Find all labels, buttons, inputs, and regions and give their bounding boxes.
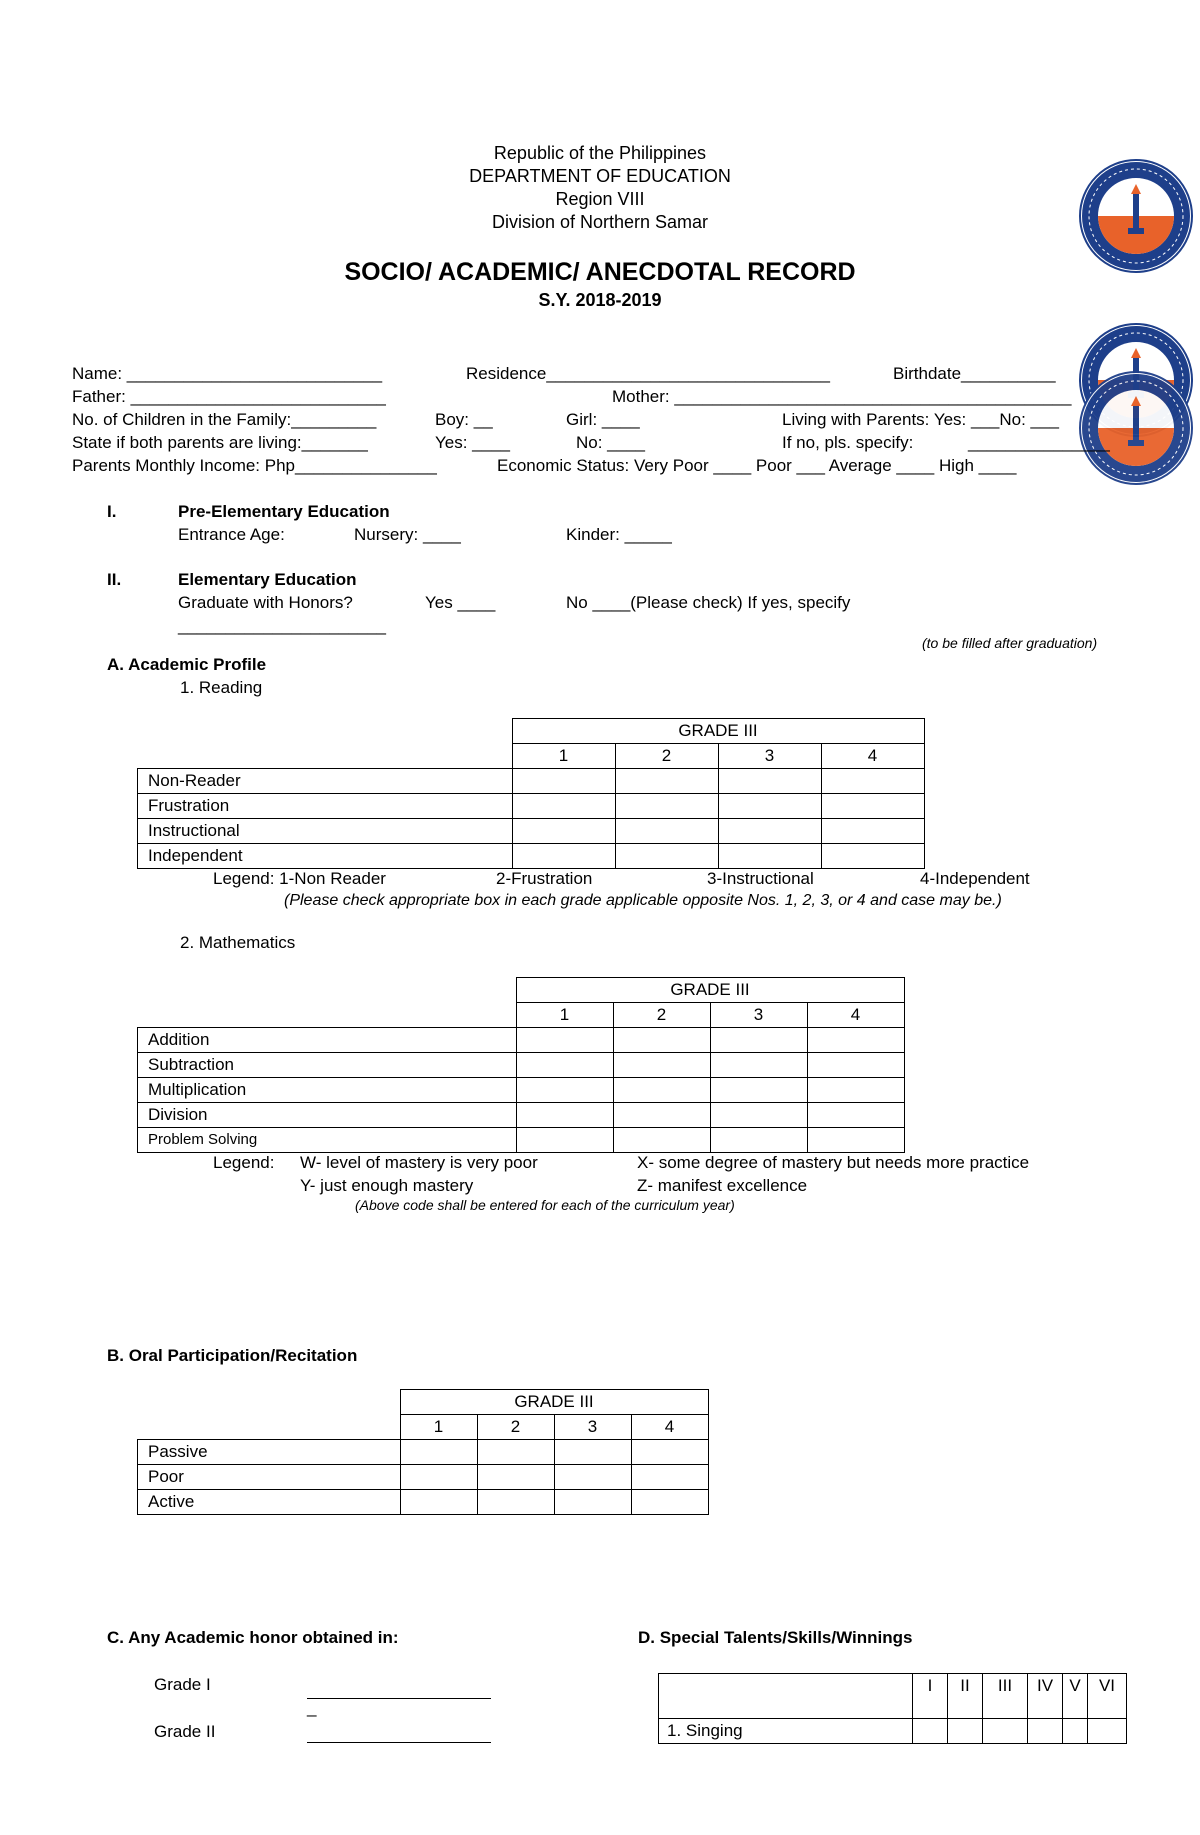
kinder-field[interactable]: Kinder: _____ [566,525,672,544]
table-row [138,1078,905,1103]
math-row-label: Problem Solving [138,1128,517,1153]
code-cell[interactable] [710,1053,807,1078]
grade-1-label: Grade I [154,1675,211,1694]
math-row-label: Subtraction [138,1053,517,1078]
check-cell[interactable] [400,1440,477,1465]
math-legend-y: Y- just enough mastery [300,1176,474,1195]
header-department: DEPARTMENT OF EDUCATION [469,166,731,186]
oral-row-label: Passive [138,1440,401,1465]
math-legend-z: Z- manifest excellence [637,1176,808,1195]
check-cell[interactable] [913,1719,948,1744]
honors-specify-field[interactable]: ______________________ [178,616,387,635]
talent-col-header: IV [1028,1674,1063,1719]
deped-seal-icon [1078,370,1194,486]
table-row [138,819,925,844]
honors-no-field[interactable]: No ____(Please check) If yes, specify [566,593,851,612]
table-row [138,1465,709,1490]
oral-grade-header: GRADE III [400,1390,708,1415]
math-col-header: 2 [613,1003,710,1028]
page-title: SOCIO/ ACADEMIC/ ANECDOTAL RECORD [344,258,856,286]
mathematics-heading: 2. Mathematics [180,933,296,952]
reading-legend-2: 2-Frustration [496,869,593,888]
check-cell[interactable] [615,844,718,869]
oral-participation-table [137,1389,709,1515]
header-division: Division of Northern Samar [491,212,709,232]
check-cell[interactable] [821,794,924,819]
math-row-label: Addition [138,1028,517,1053]
check-cell[interactable] [400,1490,477,1515]
math-row-label: Division [138,1103,517,1128]
children-count-field[interactable]: No. of Children in the Family:_________ [72,410,377,429]
check-cell[interactable] [554,1440,631,1465]
math-col-header: 1 [516,1003,613,1028]
name-field[interactable]: Name: ___________________________ [72,364,383,383]
nursery-field[interactable]: Nursery: ____ [354,525,461,544]
academic-honor-heading: C. Any Academic honor obtained in: [107,1628,399,1647]
check-cell[interactable] [821,844,924,869]
reading-note: (Please check appropriate box in each grade applicable opposite Nos. 1, 2, 3, or 4 and case may be.) [284,892,1002,909]
oral-row-label: Poor [138,1465,401,1490]
check-cell[interactable] [477,1490,554,1515]
check-cell[interactable] [615,819,718,844]
oral-col-header: 1 [400,1415,477,1440]
reading-grade-header: GRADE III [512,719,924,744]
honors-yes-field[interactable]: Yes ____ [425,593,496,612]
math-col-header: 3 [710,1003,807,1028]
math-legend-x: X- some degree of mastery but needs more practice [637,1153,1030,1172]
code-cell[interactable] [807,1053,904,1078]
code-cell[interactable] [710,1128,807,1153]
code-cell[interactable] [807,1028,904,1053]
check-cell[interactable] [1088,1719,1127,1744]
dash-mark: _ [307,1698,317,1717]
section-1-number: I. [107,502,117,521]
academic-profile-heading: A. Academic Profile [107,655,267,674]
reading-row-label: Non-Reader [138,769,513,794]
code-cell[interactable] [613,1028,710,1053]
economic-status-field[interactable]: Economic Status: Very Poor ____ Poor ___ Average ____ High ____ [497,456,1017,475]
special-talents-table [658,1673,1127,1744]
check-cell[interactable] [821,819,924,844]
monthly-income-field[interactable]: Parents Monthly Income: Php_______________ [72,456,437,475]
code-cell[interactable] [807,1078,904,1103]
table-row [138,1028,905,1053]
header-republic: Republic of the Philippines [493,143,707,163]
check-cell[interactable] [512,794,615,819]
code-cell[interactable] [807,1103,904,1128]
code-cell[interactable] [613,1053,710,1078]
honors-question: Graduate with Honors? [178,593,353,612]
talent-col-header: VI [1088,1674,1127,1719]
parents-living-yes[interactable]: Yes: ____ [435,433,510,452]
reading-col-header: 3 [718,744,821,769]
reading-legend-4: 4-Independent [920,869,1030,888]
check-cell[interactable] [1063,1719,1088,1744]
living-with-parents-field[interactable]: Living with Parents: Yes: ___No: ___ [782,410,1059,429]
code-cell[interactable] [710,1028,807,1053]
birthdate-field[interactable]: Birthdate__________ [893,364,1056,383]
code-cell[interactable] [613,1078,710,1103]
table-row [138,794,925,819]
section-2-title: Elementary Education [178,570,357,589]
grade-2-label: Grade II [154,1722,216,1741]
math-row-label: Multiplication [138,1078,517,1103]
check-cell[interactable] [1028,1719,1063,1744]
table-row [138,1490,709,1515]
if-no-specify-field[interactable]: _______________ [968,433,1110,452]
oral-col-header: 4 [631,1415,708,1440]
reading-col-header: 2 [615,744,718,769]
check-cell[interactable] [512,769,615,794]
mother-field[interactable]: Mother: __________________________________________ [612,387,1072,406]
math-note: (Above code shall be entered for each of the curriculum year) [355,1197,735,1213]
code-cell[interactable] [516,1103,613,1128]
school-year: S.Y. 2018-2019 [538,290,662,310]
check-cell[interactable] [477,1465,554,1490]
grade-1-field[interactable] [307,1698,491,1699]
reading-col-header: 1 [512,744,615,769]
reading-col-header: 4 [821,744,924,769]
parents-living-no[interactable]: No: ____ [576,433,645,452]
if-no-specify-label: If no, pls. specify: [782,433,914,452]
check-cell[interactable] [400,1465,477,1490]
talent-col-header: II [948,1674,983,1719]
check-cell[interactable] [631,1465,708,1490]
check-cell[interactable] [718,794,821,819]
boy-field[interactable]: Boy: __ [435,410,493,429]
check-cell[interactable] [821,769,924,794]
code-cell[interactable] [516,1128,613,1153]
math-grade-header: GRADE III [516,978,904,1003]
reading-table [137,718,925,869]
code-cell[interactable] [516,1053,613,1078]
oral-col-header: 2 [477,1415,554,1440]
entrance-age-label: Entrance Age: [178,525,285,544]
check-cell[interactable] [512,844,615,869]
mathematics-table [137,977,905,1153]
reading-legend-3: 3-Instructional [707,869,814,888]
code-cell[interactable] [710,1103,807,1128]
code-cell[interactable] [613,1128,710,1153]
check-cell[interactable] [718,819,821,844]
special-talents-heading: D. Special Talents/Skills/Winnings [638,1628,913,1647]
talent-col-header: I [913,1674,948,1719]
section-2-number: II. [107,570,122,589]
residence-field[interactable]: Residence______________________________ [466,364,830,383]
check-cell[interactable] [718,769,821,794]
reading-row-label: Frustration [138,794,513,819]
check-cell[interactable] [554,1490,631,1515]
math-col-header: 4 [807,1003,904,1028]
check-cell[interactable] [615,769,718,794]
check-cell[interactable] [512,819,615,844]
code-cell[interactable] [516,1078,613,1103]
code-cell[interactable] [516,1028,613,1053]
table-row [138,1103,905,1128]
reading-row-label: Instructional [138,819,513,844]
section-1-title: Pre-Elementary Education [178,502,390,521]
header-region: Region VIII [555,189,645,209]
reading-legend-1: Legend: 1-Non Reader [213,869,386,888]
code-cell[interactable] [807,1128,904,1153]
father-field[interactable]: Father: ___________________________ [72,387,386,406]
code-cell[interactable] [613,1103,710,1128]
check-cell[interactable] [631,1440,708,1465]
talent-col-header: III [983,1674,1028,1719]
oral-row-label: Active [138,1490,401,1515]
table-row [138,1053,905,1078]
check-cell[interactable] [948,1719,983,1744]
code-cell[interactable] [710,1078,807,1103]
check-cell[interactable] [615,794,718,819]
graduation-note: (to be filled after graduation) [922,635,1098,651]
reading-row-label: Independent [138,844,513,869]
oral-participation-heading: B. Oral Participation/Recitation [107,1346,358,1365]
oral-col-header: 3 [554,1415,631,1440]
girl-field[interactable]: Girl: ____ [566,410,640,429]
check-cell[interactable] [477,1440,554,1465]
math-legend-w: W- level of mastery is very poor [300,1153,538,1172]
check-cell[interactable] [554,1465,631,1490]
talent-col-header: V [1063,1674,1088,1719]
table-row [138,769,925,794]
math-legend-label: Legend: [213,1153,275,1172]
table-row [138,1440,709,1465]
table-row [138,844,925,869]
check-cell[interactable] [631,1490,708,1515]
table-row [659,1719,1127,1744]
table-row [138,1128,905,1153]
check-cell[interactable] [718,844,821,869]
grade-2-field[interactable] [307,1742,491,1743]
talent-row-label: 1. Singing [659,1719,913,1744]
check-cell[interactable] [983,1719,1028,1744]
parents-living-field[interactable]: State if both parents are living:_______ [72,433,368,452]
reading-heading: 1. Reading [180,678,263,697]
